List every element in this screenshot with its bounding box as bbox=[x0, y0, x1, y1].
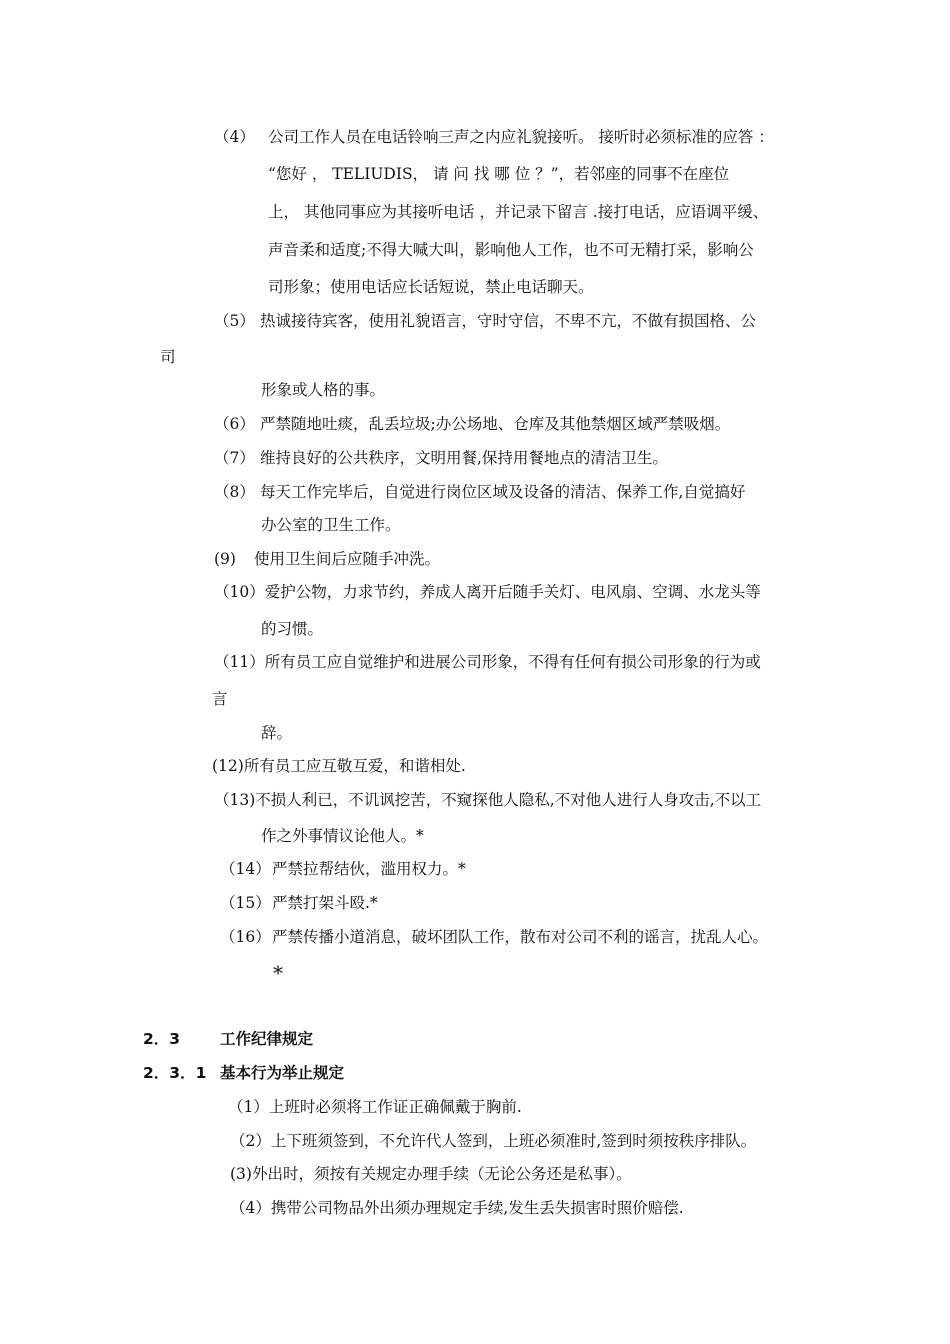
subsection-number: 2．3．1 bbox=[143, 1064, 207, 1082]
section-number: 2．3 bbox=[143, 1030, 181, 1048]
item-4-number: （4） bbox=[214, 128, 255, 146]
item-5-wrap: 司 bbox=[160, 348, 176, 366]
item-4-line-5: 司形象；使用电话应长话短说，禁止电话聊天。 bbox=[268, 278, 594, 296]
item-13-line-1: （13)不损人利已，不讥讽挖苦，不窥探他人隐私,不对他人进行人身攻击,不以工 bbox=[214, 791, 762, 809]
discipline-item-3: (3)外出时，须按有关规定办理手续（无论公务还是私事）。 bbox=[230, 1165, 632, 1183]
item-9-number: (9) bbox=[214, 550, 236, 568]
item-14-line-1: 严禁拉帮结伙，滥用权力。* bbox=[272, 860, 466, 878]
item-6-line-1: 严禁随地吐痰，乱丢垃圾;办公场地、仓库及其他禁烟区域严禁吸烟。 bbox=[260, 415, 731, 433]
item-11-line-1: （11）所有员工应自觉维护和进展公司形象，不得有任何有损公司形象的行为或 bbox=[214, 653, 761, 671]
item-15-line-1: 严禁打架斗殴.* bbox=[272, 894, 378, 912]
item-11-wrap: 言 bbox=[212, 690, 228, 708]
item-11-line-2: 辞。 bbox=[261, 724, 293, 742]
discipline-item-4: （4）携带公司物品外出须办理规定手续,发生丢失损害时照价赔偿. bbox=[230, 1199, 684, 1217]
discipline-item-2: （2）上下班须签到，不允许代人签到，上班必须准时,签到时须按秩序排队。 bbox=[230, 1132, 757, 1150]
item-5-number: （5） bbox=[214, 312, 255, 330]
item-4-line-3: 上， 其他同事应为其接听电话 ，并记录下留言 .接打电话，应语调平缓、 bbox=[268, 203, 769, 221]
item-16-line-1: 严禁传播小道消息，破坏团队工作，散布对公司不利的谣言，扰乱人心。 bbox=[272, 928, 769, 946]
item-16-number: （16） bbox=[220, 928, 271, 946]
item-4-line-4: 声音柔和适度;不得大喊大叫，影响他人工作，也不可无精打采，影响公 bbox=[268, 241, 754, 259]
item-12-line-1: (12)所有员工应互敬互爱，和谐相处. bbox=[212, 757, 466, 775]
item-7-number: （7） bbox=[214, 449, 255, 467]
item-10-line-1: （10）爱护公物，力求节约，养成人离开后随手关灯、电风扇、空调、水龙头等 bbox=[214, 583, 761, 601]
item-8-line-2: 办公室的卫生工作。 bbox=[261, 516, 401, 534]
item-14-number: （14） bbox=[220, 860, 271, 878]
item-5-line-1: 热诚接待宾客，使用礼貌语言，守时守信，不卑不亢，不做有损国格、公 bbox=[260, 312, 757, 330]
item-10-line-2: 的习惯。 bbox=[261, 620, 324, 638]
item-9-line-1: 使用卫生间后应随手冲洗。 bbox=[254, 550, 441, 568]
item-13-line-2: 作之外事情议论他人。* bbox=[261, 827, 424, 845]
subsection-title: 基本行为举止规定 bbox=[220, 1064, 345, 1082]
item-8-line-1: 每天工作完毕后，自觉进行岗位区域及设备的清洁、保养工作,自觉搞好 bbox=[260, 483, 746, 501]
discipline-item-1: （1）上班时必须将工作证正确佩戴于胸前. bbox=[228, 1098, 522, 1116]
item-7-line-1: 维持良好的公共秩序，文明用餐,保持用餐地点的清洁卫生。 bbox=[260, 449, 668, 467]
item-16-asterisk: * bbox=[273, 961, 283, 985]
section-title: 工作纪律规定 bbox=[220, 1030, 314, 1048]
item-4-line-1: 公司工作人员在电话铃响三声之内应礼貌接听。 接听时必须标准的应答 ： bbox=[268, 128, 774, 146]
item-15-number: （15） bbox=[220, 894, 271, 912]
item-6-number: （6） bbox=[214, 415, 255, 433]
item-4-line-2: “您好 ， TELIUDIS， 请 问 找 哪 位 ？”，若邻座的同事不在座位 bbox=[268, 165, 730, 183]
item-5-line-2: 形象或人格的事。 bbox=[261, 381, 386, 399]
item-8-number: （8） bbox=[214, 483, 255, 501]
